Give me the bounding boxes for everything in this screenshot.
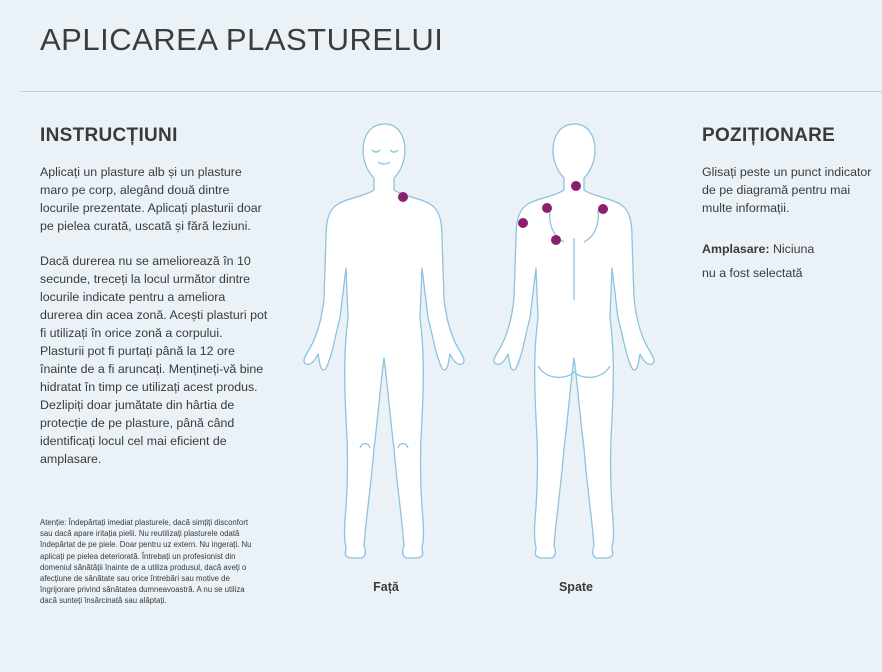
placement-info <box>702 237 872 285</box>
back-left-shoulder-dot[interactable] <box>542 203 552 213</box>
instructions-section <box>40 125 270 485</box>
instructions-heading: INSTRUCȚIUNI <box>40 125 178 146</box>
back-mid-dot[interactable] <box>551 235 561 245</box>
positioning-section <box>702 125 872 285</box>
placement-value-continued: nu a fost selectată <box>702 266 803 280</box>
placement-value: Niciuna <box>772 242 815 256</box>
positioning-heading: POZIȚIONARE <box>702 125 836 146</box>
back-left-arm-dot[interactable] <box>518 218 528 228</box>
front-body-outline <box>304 124 464 558</box>
body-diagram-svg <box>290 118 670 598</box>
warning-text: Atenție: Îndepărtați imediat plasturele, dacă simțiți disconfort sau dacă apare iritația pielii. Nu reutilizați plasturele odată îndepărtat de pe piele. Doar pentru uz extern. Nu ingerați. Nu aplicați pe pielea deteriorată. Întrebați un profesionist din domeniul sănătății înainte de a utiliza produsul, dacă aveți o afecțiune de sănătate sau orice întrebări sau motive de îngrijorare privind sănătatea dumneavoastră. A nu se utiliza dacă sunteți însărcinată sau alăptați. <box>40 518 252 606</box>
front-figure <box>304 124 464 558</box>
front-collarbone-dot[interactable] <box>398 192 408 202</box>
divider <box>20 91 882 92</box>
body-diagram <box>290 118 670 598</box>
back-right-shoulder-dot[interactable] <box>598 204 608 214</box>
placement-label: Amplasare: <box>702 242 770 256</box>
back-label: Spate <box>558 580 594 594</box>
back-neck-dot[interactable] <box>571 181 581 191</box>
positioning-hint: Glisați peste un punct indicator de pe diagramă pentru mai multe informații. <box>702 165 872 215</box>
instructions-paragraph-2: Dacă durerea nu se ameliorează în 10 secunde, treceți la locul următor dintre locurile indicate pentru a ameliora durerea din acea zonă. Acești plasturi pot fi utilizați în orice zonă a corpului. Plasturii pot fi purtați până la 12 ore înainte de a fi aruncați. Mențineți-vă bine hidratat în timp ce utilizați acest produs. Dezlipiți doar jumătate din hârtia de protecție de pe plasture, până când identificați locul cel mai eficient de amplasare. <box>40 254 268 466</box>
page-title: APLICAREA PLASTURELUI <box>40 22 444 57</box>
instructions-paragraph-1: Aplicați un plasture alb și un plasture maro pe corp, alegând două dintre locurile prezentate. Aplicați plasturii doar pe pielea curată, uscată și fără leziuni. <box>40 165 262 233</box>
front-label: Față <box>373 580 399 594</box>
